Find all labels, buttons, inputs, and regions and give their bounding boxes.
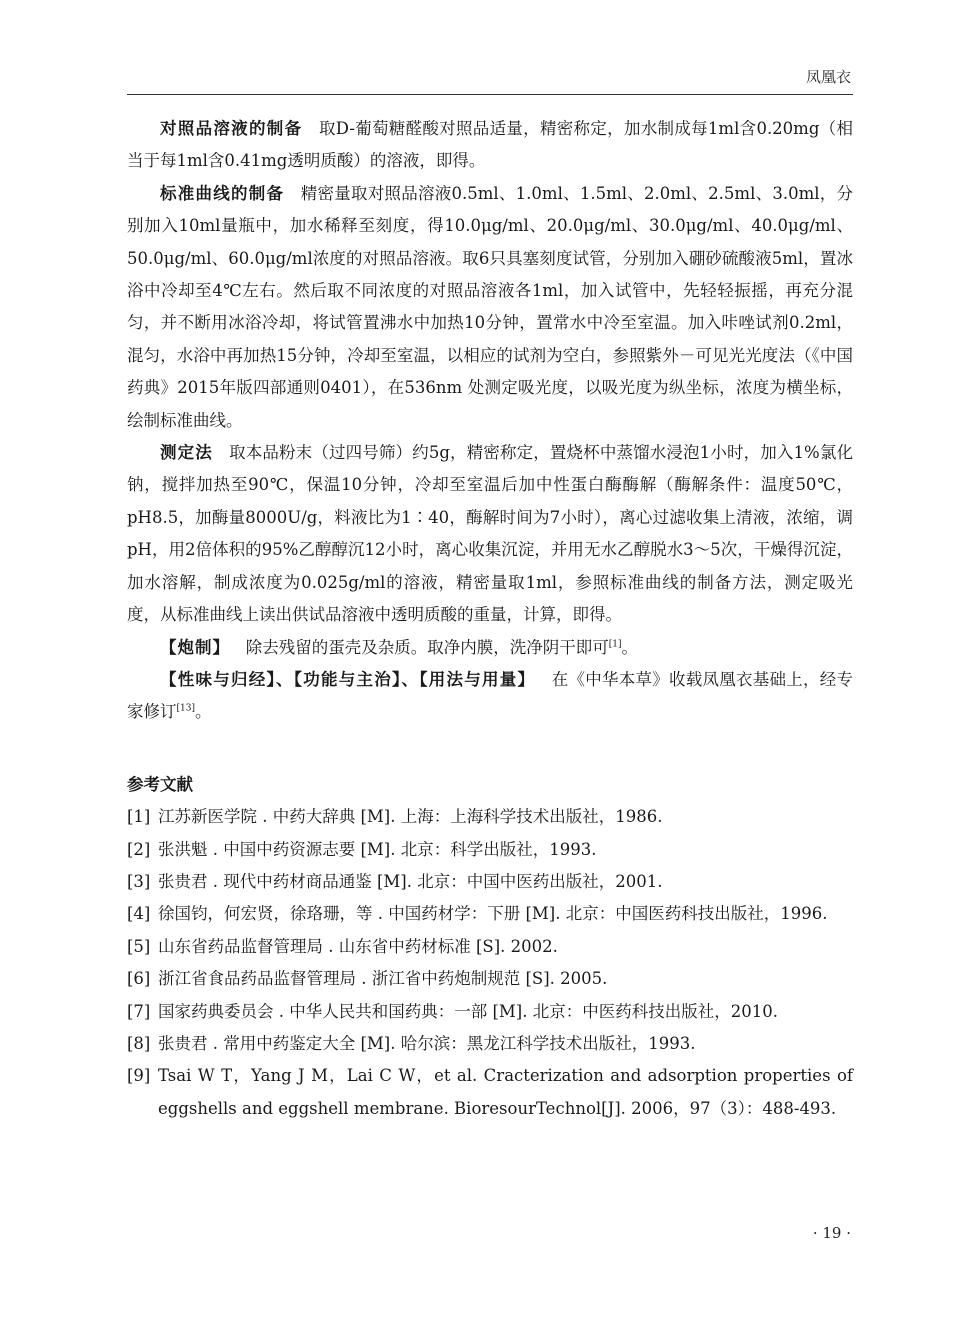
reference-item xyxy=(127,898,853,930)
reference-number: [2] xyxy=(127,839,151,859)
reference-item xyxy=(127,834,853,866)
page-number: · 19 · xyxy=(812,1224,851,1242)
reference-number: [4] xyxy=(127,904,151,924)
reference-number: [6] xyxy=(127,969,151,989)
reference-item xyxy=(127,866,853,898)
paragraph xyxy=(127,178,853,437)
paragraph xyxy=(127,664,853,729)
reference-text: 徐国钧，何宏贤，徐珞珊，等 . 中国药材学：下册 [M]. 北京：中国医药科技出版社，1996. xyxy=(158,904,828,924)
reference-text: 山东省药品监督管理局 . 山东省中药材标准 [S]. 2002. xyxy=(158,936,558,956)
reference-number: [7] xyxy=(127,1001,151,1021)
reference-number: [3] xyxy=(127,871,151,891)
page-body xyxy=(127,113,853,1125)
references-list xyxy=(127,801,853,1125)
header-divider xyxy=(127,94,853,95)
reference-text: 张贵君 . 现代中药材商品通鉴 [M]. 北京：中国中医药出版社，2001. xyxy=(158,871,663,891)
paragraph xyxy=(127,437,853,631)
reference-number: [8] xyxy=(127,1033,151,1053)
citation-sup: [1] xyxy=(608,639,622,649)
reference-text: 国家药典委员会 . 中华人民共和国药典：一部 [M]. 北京：中医药科技出版社，2010. xyxy=(158,1001,778,1021)
paragraph-heading: 对照品溶液的制备 xyxy=(160,119,303,138)
reference-item xyxy=(127,1028,853,1060)
reference-text: Tsai W T，Yang J M，Lai C W，et al. Cracterization and adsorption properties of eggshells and eggshell membrane. BioresourTechnol[J]. 2006，97（3）：488-493. xyxy=(158,1066,853,1118)
reference-text: 张洪魁 . 中国中药资源志要 [M]. 北京：科学出版社，1993. xyxy=(158,839,597,859)
paragraph-text: 取D-葡萄糖醛酸对照品适量，精密称定，加水制成每1ml含0.20mg（相当于每1ml含0.41mg透明质酸）的溶液，即得。 xyxy=(127,119,853,171)
reference-item xyxy=(127,963,853,995)
reference-text: 江苏新医学院 . 中药大辞典 [M]. 上海：上海科学技术出版社，1986. xyxy=(158,807,663,827)
reference-item xyxy=(127,1060,853,1125)
reference-text: 张贵君 . 常用中药鉴定大全 [M]. 哈尔滨：黑龙江科学技术出版社，1993. xyxy=(158,1033,696,1053)
paragraph-tail: 。 xyxy=(621,637,638,657)
paragraph-heading: 【性味与归经】、【功能与主治】、【用法与用量】 xyxy=(160,669,536,689)
paragraph-tail: 。 xyxy=(194,702,212,722)
reference-number: [1] xyxy=(127,807,151,827)
paragraph-text: 精密量取对照品溶液0.5ml、1.0ml、1.5ml、2.0ml、2.5ml、3.0ml，分别加入10ml量瓶中，加水稀释至刻度，得10.0μg/ml、20.0μg/ml、30.0μg/ml、40.0μg/ml、50.0μg/ml、60.0μg/ml浓度的对照品溶液。取6只具塞刻度试管，分别加入硼砂硫酸液5ml，置冰浴中冷却至4℃左右。然后取不同浓度的对照品溶液各1ml，加入试管中，先轻轻振摇，再充分混匀，并不断用冰浴冷却，将试管置沸水中加热10分钟，置常水中冷至室温。加入咔唑试剂0.2ml，混匀，水浴中再加热15分钟，冷却至室温，以相应的试剂为空白，参照紫外－可见光光度法（《中国药典》2015年版四部通则0401），在536nm 处测定吸光度，以吸光度为纵坐标，浓度为横坐标，绘制标准曲线。 xyxy=(127,183,854,430)
paragraph-text: 除去残留的蛋壳及杂质。取净内膜，洗净阴干即可 xyxy=(245,637,609,657)
references-title: 参考文献 xyxy=(127,774,193,794)
reference-item xyxy=(127,931,853,963)
reference-number: [9] xyxy=(127,1066,151,1086)
paragraph xyxy=(127,632,853,664)
reference-text: 浙江省食品药品监督管理局 . 浙江省中药炮制规范 [S]. 2005. xyxy=(158,969,608,989)
reference-item xyxy=(127,801,853,833)
paragraph-heading: 【炮制】 xyxy=(160,637,230,657)
paragraph xyxy=(127,113,853,178)
paragraph-heading: 测定法 xyxy=(160,443,213,463)
paragraph-text: 在《中华本草》收载凤凰衣基础上，经专家修订 xyxy=(127,669,853,722)
reference-item xyxy=(127,996,853,1028)
reference-number: [5] xyxy=(127,936,151,956)
paragraph-text: 取本品粉末（过四号筛）约5g，精密称定，置烧杯中蒸馏水浸泡1小时，加入1%氯化钠，搅拌加热至90℃，保温10分钟，冷却至室温后加中性蛋白酶酶解（酶解条件：温度50℃，pH8.5，加酶量8000U/g，料液比为1∶40，酶解时间为7小时），离心过滤收集上清液，浓缩，调pH，用2倍体积的95%乙醇醇沉12小时，离心收集沉淀，并用无水乙醇脱水3～5次，干燥得沉淀，加水溶解，制成浓度为0.025g/ml的溶液，精密量取1ml，参照标准曲线的制备方法，测定吸光度，从标准曲线上读出供试品溶液中透明质酸的重量，计算，即得。 xyxy=(127,443,853,625)
paragraph-heading: 标准曲线的制备 xyxy=(160,183,285,203)
header-title: 凤凰衣 xyxy=(805,68,851,86)
citation-sup: [13] xyxy=(176,703,195,714)
